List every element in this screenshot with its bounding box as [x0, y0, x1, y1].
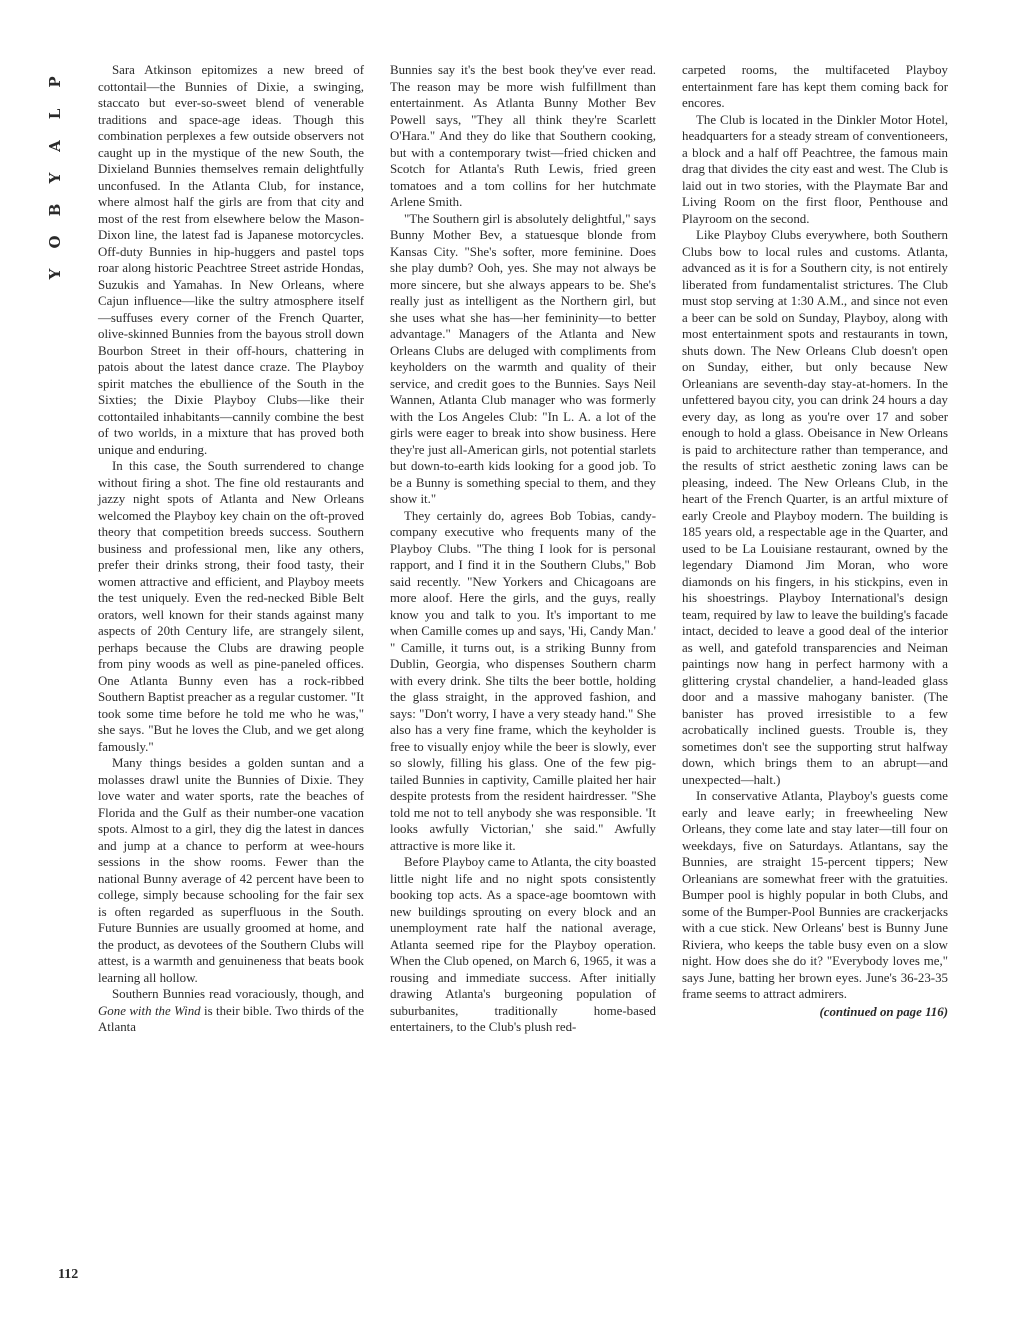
paragraph-tail: is their bible. Two thirds of the Atlanta	[98, 1003, 364, 1034]
book-title: Gone with the Wind	[98, 1003, 201, 1018]
magazine-masthead	[46, 66, 76, 290]
masthead-letter: P	[46, 76, 64, 88]
text-column-2	[390, 62, 656, 1036]
paragraph-lead: Southern Bunnies read voraciously, though, and	[112, 987, 364, 1001]
masthead-letter: A	[46, 140, 64, 152]
paragraph: Like Playboy Clubs everywhere, both Southern Clubs bow to local rules and customs. Atlanta, advanced as it is for a Southern city, is not entirely liberated from fundamentalist strictures. The Club must stop serving at 1:30 A.M., and since not even a beer can be sold on Sunday, Playboy, along with most entertainment spots and restaurants in town, shuts down. The New Orleans Club doesn't open on Sunday, either, but only because New Orleanians are seventh-day stay-at-homers. In the unfettered bayou city, you can drink 24 hours a day every day, as long as you're over 17 and sober enough to hold a glass. Obeisance in New Orleans is paid to architecture rather than temperance, and the results of strict aesthetic zoning laws can be pleasing, indeed. The New Orleans Club, in the heart of the French Quarter, is an artful mixture of early Creole and Playboy modern. The building is 185 years old, a respectable age in the Quarter, and used to be La Louisiane restaurant, owned by the legendary Diamond Jim Moran, who wore diamonds on his fingers, in his stickpins, even in his shoestrings. Playboy International's design team, required by law to leave the building's facade intact, decided to leave a good deal of the interior as well, and gatefold transparencies and Neiman paintings now hang in perfect harmony with a glittering crystal chandelier, a hand-leaded glass door and a massive mahogany banister. (The banister has proved irresistible to a few acrobatically inclined guests. Trouble is, they sometimes don't see the supporting strut halfway down, which brings them to an abrupt—and unexpected—halt.)	[682, 228, 948, 787]
paragraph	[98, 986, 364, 1036]
paragraph: Sara Atkinson epitomizes a new breed of cottontail—the Bunnies of Dixie, a swinging, staccato but ever-so-sweet blend of venerable traditions and space-age ideas. Though this combination perplexes a few outside observers not caught up in the mystique of the new South, the Dixieland Bunnies themselves remain delightfully unconfused. In the Atlanta Club, for instance, where almost half the girls are from that city and most of the rest from elsewhere below the Mason-Dixon line, the latest fad is Japanese motorcycles. Off-duty Bunnies in hip-huggers and pastel tops roar along historic Peachtree Street astride Hondas, Suzukis and Yamahas. In New Orleans, where Cajun influence—like the sultry atmosphere itself—suffuses every corner of the French Quarter, olive-skinned Bunnies from the bayous stroll down Bourbon Street in their off-hours, chattering in patois about the latest dance craze. The Playboy spirit matches the ebullience of the South in the Sixties; the Dixie Playboy Clubs—like their cottontailed inhabitants—cannily combine the best of two worlds, in a mixture that has proved both unique and enduring.	[98, 63, 364, 457]
paragraph: In conservative Atlanta, Playboy's guests come early and leave early; in freewheeling New Orleans, they come late and stay later—till four on weekdays, five on Saturdays. Atlantans, say the Bunnies, are straight 15-percent tippers; New Orleanians are somewhat freer with the gratuities. Bumper pool is highly popular in both Clubs, and some of the Bumper-Pool Bunnies are crackerjacks with a cue stick. New Orleans' best is Bunny June Riviera, who keeps the table busy even on a slow night. How does she do it? "Everybody loves me," says June, batting her brown eyes. June's 36-23-35 frame seems to attract admirers.	[682, 789, 948, 1001]
continued-link[interactable]: (continued on page 116)	[819, 1004, 948, 1019]
paragraph: In this case, the South surrendered to change without firing a shot. The fine old restaurants and jazzy night spots of Atlanta and New Orleans welcomed the Playboy key chain on the oft-proved theory that competition breeds success. Southern business and professional men, like any others, prefer their drinks strong, their food tasty, their women attractive and efficient, and Playboy meets the test uniquely. Even the red-necked Bible Belt orators, well known for their stands against many aspects of 20th Century life, are strangely silent, perhaps because the Clubs are drawing people from piny woods as well as pine-paneled offices. One Atlanta Bunny even has a rock-ribbed Southern Baptist preacher as a regular customer. "It took some time before he told me who he was," she says. "But he loves the Club, and we get along famously."	[98, 459, 364, 754]
paragraph: The Club is located in the Dinkler Motor Hotel, headquarters for a steady stream of conventioneers, a block and a half off Peachtree, the famous main drag that divides the city east and west. The Club is laid out in two stories, with the Playmate Bar and Living Room on the first floor, Penthouse and Playroom on the second.	[682, 112, 948, 226]
masthead-letter: Y	[46, 268, 64, 280]
paragraph: "The Southern girl is absolutely delightful," says Bunny Mother Bev, a statuesque blonde from Kansas City. "She's softer, more feminine. Does she play dumb? Ooh, yes. She may not always be more sincere, but she always appears to be. She's really just as intelligent as the Northern girl, but she uses what she has—her femininity—to better advantage." Managers of the Atlanta and New Orleans Clubs are deluged with compliments from keyholders on the warmth and quality of their service, and credit goes to the Bunnies. Says Neil Wannen, Atlanta Club manager who was formerly with the Los Angeles Club: "In L. A. a lot of the girls were eager to break into show business. Here they're just all-American girls, not potential starlets but down-to-earth kids looking for a good job. To be a Bunny is something special to them, and they show it."	[390, 211, 656, 506]
text-column-3	[682, 62, 948, 1020]
page-number: 112	[58, 1267, 79, 1282]
paragraph-continued: Bunnies say it's the best book they've ever read. The reason may be more wish fulfillment than entertainment. As Atlanta Bunny Mother Bev Powell says, "They all think they're Scarlett O'Hara." And they do like that Southern cooking, but with a contemporary twist—fried chicken and Scotch for Atlanta's Ruth Lewis, fried green tomatoes and a tom collins for her hutchmate Arlene Smith.	[390, 63, 656, 209]
masthead-letter: B	[46, 203, 64, 217]
text-column-1	[98, 62, 364, 1036]
masthead-letter: Y	[46, 172, 64, 184]
paragraph: They certainly do, agrees Bob Tobias, candy-company executive who frequents many of the Playboy Clubs. "The thing I look for is personal rapport, and I find it in the Southern Clubs," Bob said recently. "New Yorkers and Chicagoans are more aloof. Here the girls, and the guys, really know you and talk to you. It's important to me when Camille comes up and says, 'Hi, Candy Man.' " Camille, it turns out, is a striking Bunny from Dublin, Georgia, who dispenses Southern charm with every drink. She tilts the beer bottle, holding the glass straight, in the approved fashion, and says: "Don't worry, I have a very steady hand." She also has a very fine frame, which the keyholder is free to visually enjoy while the beer is slowly, ever so slowly, filling his glass. One of the few pig-tailed Bunnies in captivity, Camille plaited her hair despite protests from the resident hairdresser. "She told me not to tell anybody she was responsible. 'It looks awfully Victorian,' she said." Awfully attractive is more like it.	[390, 508, 656, 853]
paragraph: Before Playboy came to Atlanta, the city boasted little night life and no night spots consistently booking top acts. As a space-age boomtown with new buildings sprouting on every block and an unemployment rate half the national average, Atlanta seemed ripe for the Playboy operation. When the Club opened, on March 6, 1965, it was a rousing and immediate success. After initially drawing Atlanta's burgeoning population of suburbanites, traditionally home-based entertainers, to the Club's plush red-	[390, 855, 657, 1034]
masthead-letter: O	[46, 235, 64, 249]
masthead-letter: L	[46, 108, 64, 120]
paragraph: Many things besides a golden suntan and a molasses drawl unite the Bunnies of Dixie. They love water and water sports, rate the beaches of Florida and the Gulf as their number-one vacation spots. Almost to a girl, they dig the latest in dances and jump at a chance to perform at wee-hours sessions in the show rooms. Fewer than the national Bunny average of 42 percent have been to college, simply because schooling for the fair sex is often regarded as superfluous in the South. Future Bunnies are usually groomed at home, and the product, as devotees of the Southern Clubs will attest, is a warmth and genuineness that beats book learning all hollow.	[98, 756, 364, 985]
paragraph-continued: carpeted rooms, the multifaceted Playboy entertainment fare has kept them coming back for encores.	[682, 63, 948, 110]
